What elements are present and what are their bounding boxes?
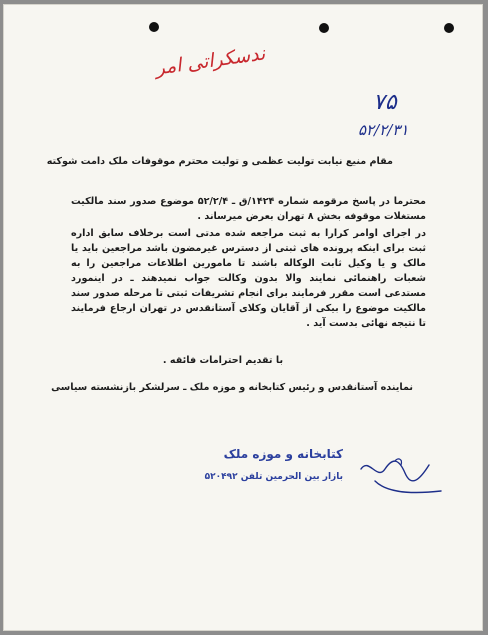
punch-hole (319, 23, 329, 33)
punch-hole (444, 23, 454, 33)
letter-page (3, 4, 483, 631)
paragraph-1: محترما در پاسخ مرقومه شماره ۱۴۲۴/ق ـ ۵۲/۲/۴ موضوع صدور سند مالکیت مستغلات موقوفه بخش ۸ تهران بعرض میرساند . (71, 196, 426, 222)
closing-line: با تقدیم احترامات فائقه . (162, 355, 284, 366)
stamp-address: بازار بین الحرمین تلفن ۵۲۰۴۹۲ (204, 472, 343, 482)
salutation: مقام منیع نیابت تولیت عظمی و تولیت محترم موقوفات ملک دامت شوکته (46, 156, 393, 167)
handwritten-signature (355, 451, 449, 501)
red-handwritten-note: ندسکراتی امر (154, 42, 267, 80)
signatory-line: نماینده آستانقدس و رئیس کتابخانه و موزه ملک ـ سرلشکر بازنشسته سیاسی (51, 382, 413, 393)
handwritten-number: ۷۵ (373, 90, 397, 115)
paragraph-2: در اجرای اوامر کرارا به ثبت مراجعه شده مدتی است برخلاف سابق اداره ثبت برای اینکه پرونده های ثبتی از دسترس غیرمضون باشد مراجعین باید یا مالک و یا وکیل ثابت الوکاله باشند تا مامورین اطلاعات مراجعین را به شعبات راهنمائی نمایند والا بدون وکالت جواب نمیدهند ـ در اینمورد مستدعی است مقرر فرمایند برای انجام تشریفات ثبتی تا مرحله صدور سند مالکیت موضوع را بیکی از آقایان وکلای آستانقدس در تهران ارجاع فرمایند تا نتیجه نهائی بدست آید . (71, 228, 426, 329)
punch-hole (149, 22, 159, 32)
handwritten-date: ۵۲/۲/۳۱ (358, 121, 409, 139)
stamp-title: کتابخانه و موزه ملک (223, 447, 343, 461)
library-stamp (204, 447, 343, 495)
